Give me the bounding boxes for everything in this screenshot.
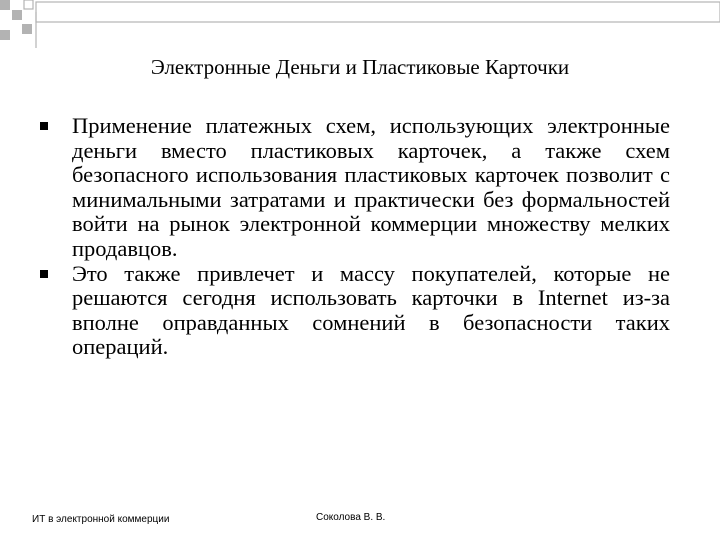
deco-header-band	[36, 2, 720, 22]
footer-author: Соколова В. В.	[316, 512, 386, 523]
deco-square-4	[0, 30, 10, 40]
bullet-item-2	[40, 262, 670, 360]
header-decoration	[0, 0, 720, 48]
bullet-item-1	[40, 114, 670, 262]
square-bullet-icon	[40, 122, 48, 130]
deco-outline-square	[24, 0, 33, 9]
bullet-text-2: Это также привлечет и массу покупателей, которые не решаются сегодня использовать карточки в Internet из-за вполне оправданных сомнений в безопасности таких операций.	[72, 260, 670, 360]
deco-square-2	[12, 10, 22, 20]
deco-square-3	[22, 24, 32, 34]
slide-title: Электронные Деньги и Пластиковые Карточки	[150, 55, 570, 79]
bullet-text-1: Применение платежных схем, использующих электронные деньги вместо пластиковых карточек, а также схем безопасного использования пластиковых карточек позволит с минимальными затратами и практически без формальностей войти на рынок электронной коммерции множеству мелких продавцов.	[72, 113, 670, 261]
deco-square-1	[0, 0, 10, 10]
bullet-list	[40, 114, 670, 360]
footer-course-name: ИТ в электронной коммерции	[32, 514, 170, 525]
square-bullet-icon	[40, 270, 48, 278]
